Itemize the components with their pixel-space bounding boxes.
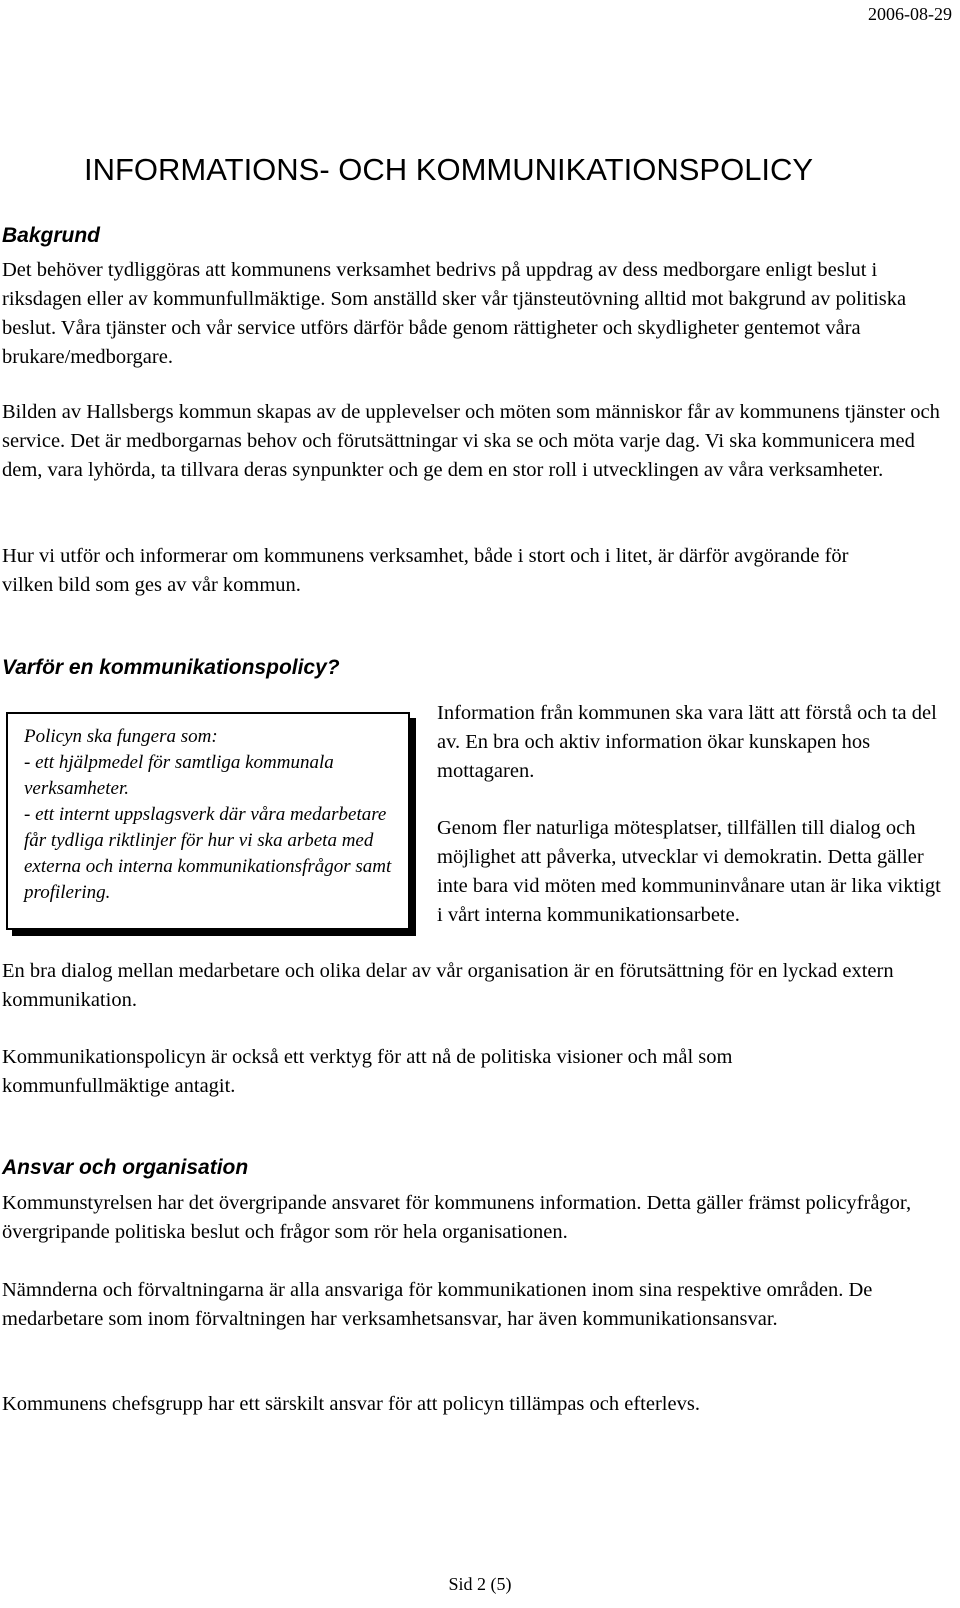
policy-box <box>6 712 410 930</box>
paragraph-varfor-1: En bra dialog mellan medarbetare och olika delar av vår organisation är en förutsättning för en lyckad extern kommunikation. <box>2 960 894 1011</box>
side-paragraph-1: Information från kommunen ska vara lätt att förstå och ta del av. En bra och aktiv information ökar kunskapen hos mottagaren. <box>437 702 937 782</box>
heading-ansvar: Ansvar och organisation <box>2 1156 249 1179</box>
heading-bakgrund: Bakgrund <box>2 224 101 247</box>
policy-box-item-1: - ett hjälpmedel för samtliga kommunala verksamheter. <box>24 752 334 799</box>
paragraph-bakgrund-1: Det behöver tydliggöras att kommunens verksamhet bedrivs på uppdrag av dess medborgare enligt beslut i riksdagen eller av kommunfullmäktige. Som anställd sker vår tjänsteutövning alltid mot bakgrund av politiska beslut. Våra tjänster och vår service utförs därför både genom rättigheter och skydligheter gentemot våra brukare/medborgare. <box>2 259 907 368</box>
paragraph-bakgrund-2: Bilden av Hallsbergs kommun skapas av de upplevelser och möten som människor får av kommunens tjänster och service. Det är medborgarnas behov och förutsättningar vi ska se och möta varje dag. Vi ska kommunicera med dem, vara lyhörda, ta tillvara deras synpunkter och ge dem en stor roll i utvecklingen av våra verksamheter. <box>2 401 940 481</box>
policy-box-item-2: - ett internt uppslagsverk där våra medarbetare får tydliga riktlinjer för hur vi ska arbeta med externa och interna kommunikationsfrågor samt profilering. <box>24 804 392 903</box>
document-title: INFORMATIONS- OCH KOMMUNIKATIONSPOLICY <box>84 152 814 187</box>
page-number: Sid 2 (5) <box>448 1574 512 1594</box>
policy-box-intro: Policyn ska fungera som: <box>24 726 218 747</box>
paragraph-varfor-2: Kommunikationspolicyn är också ett verktyg för att nå de politiska visioner och mål som kommunfullmäktige antagit. <box>2 1046 733 1097</box>
side-paragraph-2: Genom fler naturliga mötesplatser, tillfällen till dialog och möjlighet att påverka, utvecklar vi demokratin. Detta gäller inte bara vid möten med kommuninvånare utan är lika viktigt i vårt interna kommunikationsarbete. <box>437 817 941 926</box>
paragraph-ansvar-2: Nämnderna och förvaltningarna är alla ansvariga för kommunikationen inom sina respektive områden. De medarbetare som inom förvaltningen har verksamhetsansvar, har även kommunikationsansvar. <box>2 1279 873 1330</box>
heading-varfor: Varför en kommunikationspolicy? <box>2 656 340 679</box>
paragraph-ansvar-3: Kommunens chefsgrupp har ett särskilt ansvar för att policyn tillämpas och efterlevs. <box>2 1393 700 1415</box>
paragraph-bakgrund-3: Hur vi utför och informerar om kommunens verksamhet, både i stort och i litet, är därför avgörande för vilken bild som ges av vår kommun. <box>2 545 849 596</box>
document-date: 2006-08-29 <box>868 4 952 24</box>
paragraph-ansvar-1: Kommunstyrelsen har det övergripande ansvaret för kommunens information. Detta gäller främst policyfrågor, övergripande politiska beslut och frågor som rör hela organisationen. <box>2 1192 912 1243</box>
